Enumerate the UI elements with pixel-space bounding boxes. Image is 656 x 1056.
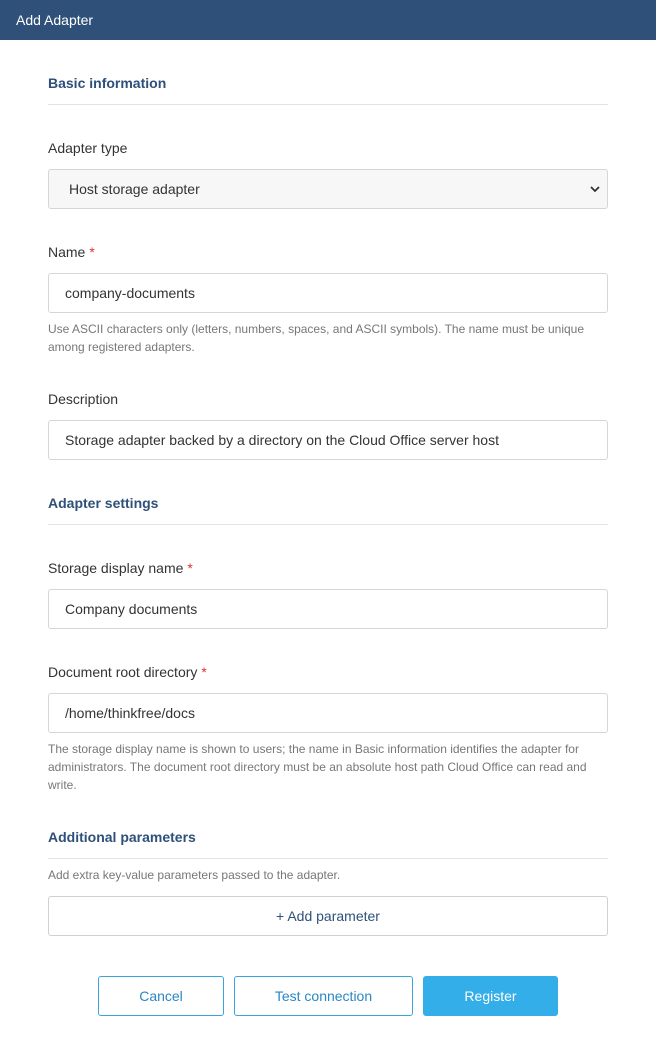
divider: [48, 858, 608, 859]
description-input[interactable]: [48, 420, 608, 460]
chevron-down-icon: [589, 170, 601, 208]
section-title-params: Additional parameters: [48, 829, 196, 845]
description-value: Storage adapter backed by a directory on the Cloud Office server host: [65, 432, 499, 448]
name-label: [48, 244, 95, 260]
adapter-type-select[interactable]: [48, 169, 608, 209]
root-dir-label-text: Document root directory: [48, 664, 198, 680]
root-dir-label: [48, 664, 207, 680]
root-dir-input[interactable]: [48, 693, 608, 733]
cancel-button[interactable]: Cancel: [98, 976, 224, 1016]
divider: [48, 524, 608, 525]
required-mark: *: [201, 664, 207, 680]
name-value: company-documents: [65, 285, 195, 301]
description-label: Description: [48, 391, 119, 407]
adapter-type-value: Host storage adapter: [69, 181, 200, 197]
divider: [48, 104, 608, 105]
display-name-label-text: Storage display name: [48, 560, 184, 576]
section-title-basic: Basic information: [48, 75, 167, 91]
root-dir-value: /home/thinkfree/docs: [65, 705, 195, 721]
add-parameter-button[interactable]: + Add parameter: [48, 896, 608, 936]
required-mark: *: [89, 244, 95, 260]
adapter-type-label: Adapter type: [48, 140, 128, 156]
params-help: Add extra key-value parameters passed to the adapter.: [48, 868, 341, 882]
dialog-header: [0, 0, 656, 40]
register-button[interactable]: Register: [423, 976, 558, 1016]
display-name-label: [48, 560, 193, 576]
display-name-value: Company documents: [65, 601, 198, 617]
dialog-title: Add Adapter: [16, 12, 94, 28]
section-title-settings: Adapter settings: [48, 495, 159, 511]
required-mark: *: [187, 560, 193, 576]
settings-help: The storage display name is shown to users; the name in Basic information identifies the adapter for administrators. The document root directory must be an absolute host path Cloud Office can read and write.: [48, 742, 587, 792]
name-input[interactable]: [48, 273, 608, 313]
test-connection-button[interactable]: Test connection: [234, 976, 413, 1016]
name-label-text: Name: [48, 244, 86, 260]
display-name-input[interactable]: [48, 589, 608, 629]
name-help: Use ASCII characters only (letters, numbers, spaces, and ASCII symbols). The name must be unique among registered adapters.: [48, 322, 585, 354]
